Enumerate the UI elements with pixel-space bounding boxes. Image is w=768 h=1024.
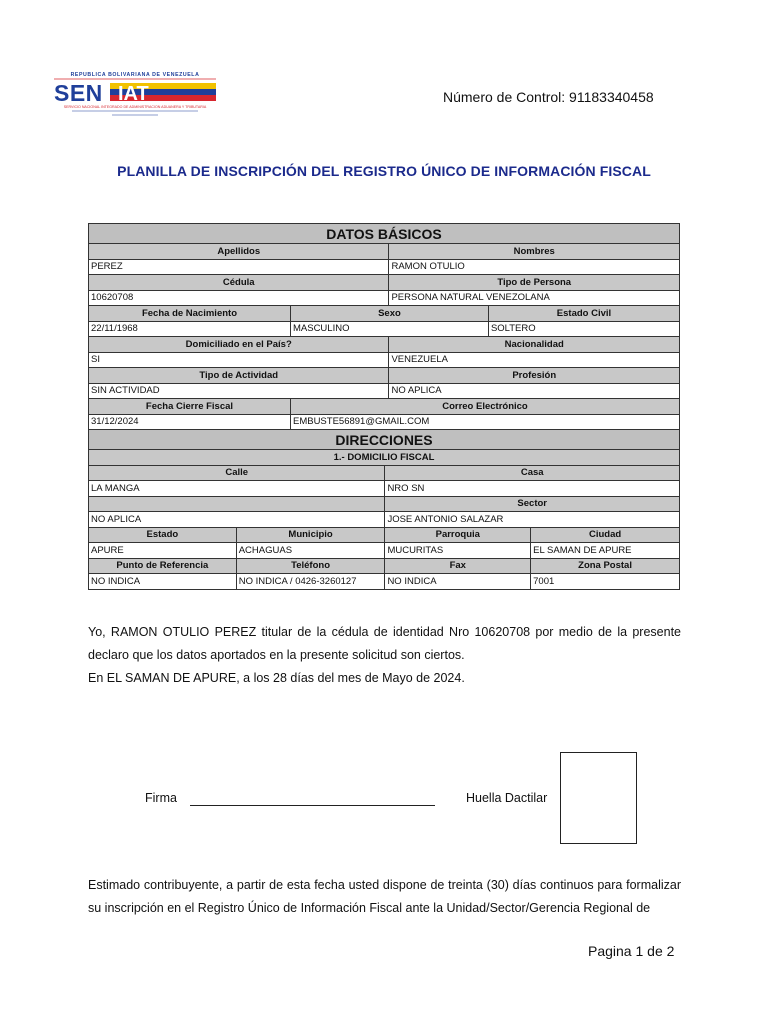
logo-sub-text: SERVICIO NACIONAL INTEGRADO DE ADMINISTRACION ADUANERA Y TRIBUTARIA xyxy=(63,105,207,109)
fecha-cierre-value: 31/12/2024 xyxy=(89,414,291,430)
huella-label: Huella Dactilar xyxy=(466,791,548,805)
section-direcciones: DIRECCIONES xyxy=(89,430,680,450)
zona-postal-header: Zona Postal xyxy=(531,558,680,574)
parroquia-header: Parroquia xyxy=(385,527,531,543)
ciudad-value: EL SAMAN DE APURE xyxy=(531,543,680,559)
sector-value: JOSE ANTONIO SALAZAR xyxy=(385,512,680,528)
sector-header: Sector xyxy=(385,496,680,512)
casa-header: Casa xyxy=(385,465,680,481)
fax-header: Fax xyxy=(385,558,531,574)
cedula-value: 10620708 xyxy=(89,290,389,306)
fax-value: NO INDICA xyxy=(385,574,531,590)
correo-header: Correo Electrónico xyxy=(290,399,679,415)
fingerprint-box xyxy=(560,752,637,844)
declaration xyxy=(88,621,681,690)
tipo-actividad-value: SIN ACTIVIDAD xyxy=(89,383,389,399)
fecha-nacimiento-header: Fecha de Nacimiento xyxy=(89,306,291,322)
estado-value: APURE xyxy=(89,543,237,559)
ciudad-header: Ciudad xyxy=(531,527,680,543)
calle-header: Calle xyxy=(89,465,385,481)
nacionalidad-value: VENEZUELA xyxy=(389,352,680,368)
cedula-header: Cédula xyxy=(89,275,389,291)
section-datos-basicos: DATOS BÁSICOS xyxy=(89,224,680,244)
tipo-persona-value: PERSONA NATURAL VENEZOLANA xyxy=(389,290,680,306)
notice-text: Estimado contribuyente, a partir de esta fecha usted dispone de treinta (30) días continuos para formalizar su inscripción en el Registro Único de Información Fiscal ante la Unidad/Sector/Gerencia Regional de xyxy=(88,878,681,915)
fecha-cierre-header: Fecha Cierre Fiscal xyxy=(89,399,291,415)
apellidos-header: Apellidos xyxy=(89,244,389,260)
blank-value: NO APLICA xyxy=(89,512,385,528)
nombres-header: Nombres xyxy=(389,244,680,260)
blank-header xyxy=(89,496,385,512)
profesion-value: NO APLICA xyxy=(389,383,680,399)
estado-header: Estado xyxy=(89,527,237,543)
nacionalidad-header: Nacionalidad xyxy=(389,337,680,353)
municipio-value: ACHAGUAS xyxy=(236,543,385,559)
parroquia-value: MUCURITAS xyxy=(385,543,531,559)
estado-civil-value: SOLTERO xyxy=(488,321,679,337)
tipo-actividad-header: Tipo de Actividad xyxy=(89,368,389,384)
profesion-header: Profesión xyxy=(389,368,680,384)
fecha-nacimiento-value: 22/11/1968 xyxy=(89,321,291,337)
svg-text:IAT: IAT xyxy=(118,83,149,105)
referencia-header: Punto de Referencia xyxy=(89,558,237,574)
apellidos-value: PEREZ xyxy=(89,259,389,275)
seniat-logo xyxy=(52,70,218,122)
domicilio-fiscal-header: 1.- DOMICILIO FISCAL xyxy=(89,450,680,466)
domiciliado-value: SI xyxy=(89,352,389,368)
zona-postal-value: 7001 xyxy=(531,574,680,590)
estado-civil-header: Estado Civil xyxy=(488,306,679,322)
tipo-persona-header: Tipo de Persona xyxy=(389,275,680,291)
signature-line xyxy=(190,805,435,806)
sexo-header: Sexo xyxy=(290,306,488,322)
svg-text:SEN: SEN xyxy=(54,80,103,106)
domiciliado-header: Domiciliado en el País? xyxy=(89,337,389,353)
casa-value: NRO SN xyxy=(385,481,680,497)
registration-table xyxy=(88,223,680,590)
firma-label: Firma xyxy=(145,791,177,805)
municipio-header: Municipio xyxy=(236,527,385,543)
sexo-value: MASCULINO xyxy=(290,321,488,337)
telefono-value: NO INDICA / 0426-3260127 xyxy=(236,574,385,590)
referencia-value: NO INDICA xyxy=(89,574,237,590)
correo-value: EMBUSTE56891@GMAIL.COM xyxy=(290,414,679,430)
page-title: PLANILLA DE INSCRIPCIÓN DEL REGISTRO ÚNICO DE INFORMACIÓN FISCAL xyxy=(117,163,651,179)
control-number: Número de Control: 91183340458 xyxy=(443,89,654,105)
calle-value: LA MANGA xyxy=(89,481,385,497)
page-number: Pagina 1 de 2 xyxy=(588,943,675,959)
telefono-header: Teléfono xyxy=(236,558,385,574)
nombres-value: RAMON OTULIO xyxy=(389,259,680,275)
logo-top-text: REPUBLICA BOLIVARIANA DE VENEZUELA xyxy=(70,72,200,78)
declaration-place-date: En EL SAMAN DE APURE, a los 28 días del mes de Mayo de 2024. xyxy=(88,671,465,685)
declaration-text: Yo, RAMON OTULIO PEREZ titular de la cédula de identidad Nro 10620708 por medio de la presente declaro que los datos aportados en la presente solicitud son ciertos. xyxy=(88,625,681,662)
